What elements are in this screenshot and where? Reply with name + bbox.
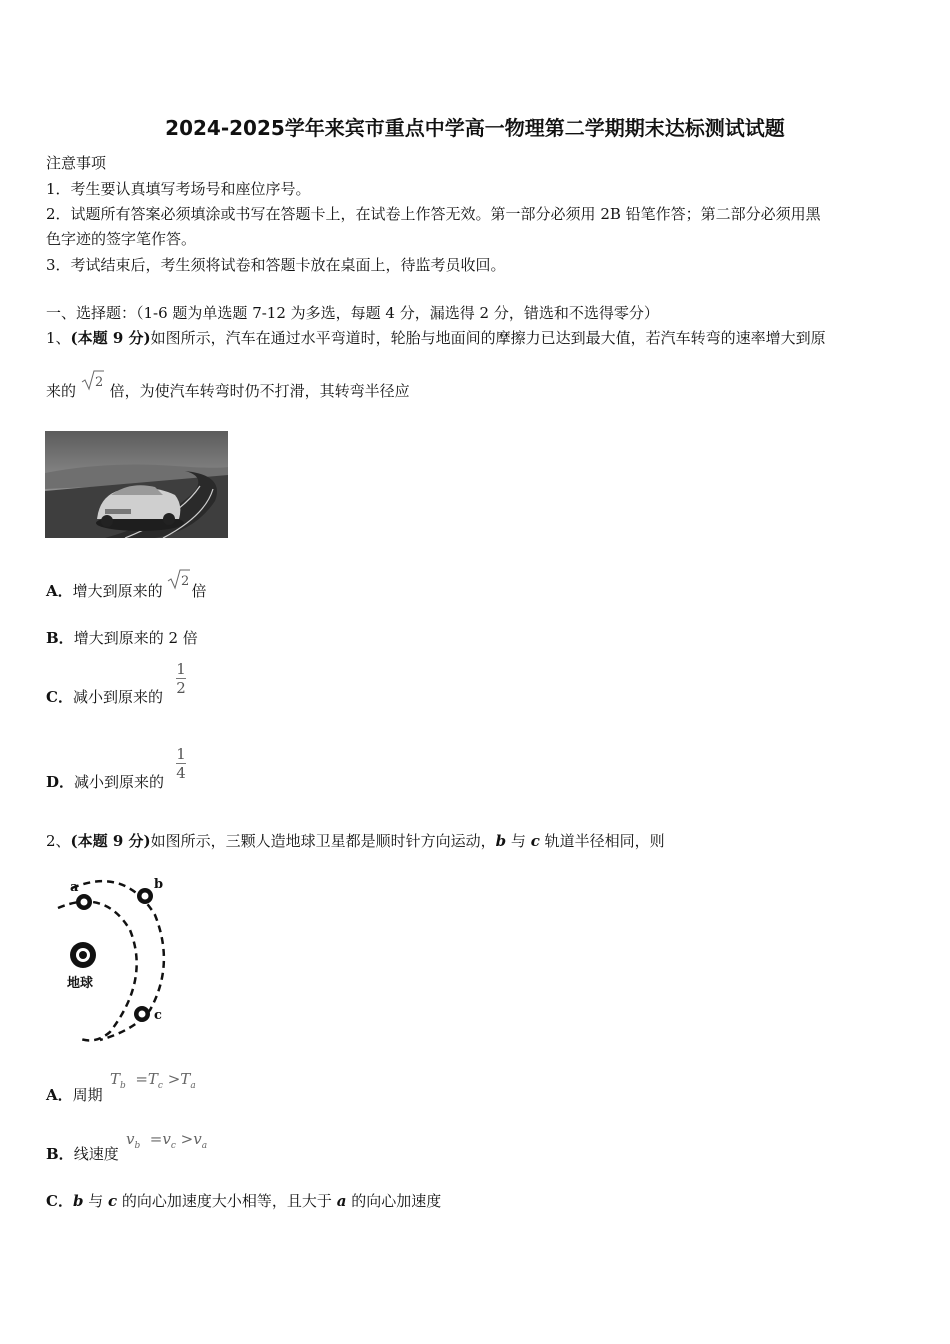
option-label: B．: [46, 629, 74, 647]
var-b: b: [72, 1192, 84, 1210]
earth-icon: [70, 942, 96, 968]
car-curve-image: [45, 431, 228, 538]
option-label: C．: [46, 688, 73, 706]
svg-text:2: 2: [181, 574, 190, 589]
notice-item-2-cont: 色字迹的签字笔作答。: [46, 230, 197, 248]
option-c[interactable]: [46, 686, 163, 707]
satellite-b-icon: [137, 888, 153, 904]
notice-item-1: 1．考生要认真填写考场号和座位序号。: [46, 180, 311, 198]
var-c: c: [108, 1192, 118, 1210]
question-score: (本题 9 分): [70, 329, 151, 347]
option-b[interactable]: [46, 1143, 119, 1164]
question-text: 与: [506, 832, 531, 850]
label-a: a: [70, 880, 79, 895]
option-text: 与: [83, 1192, 108, 1210]
question-number: 2、: [46, 832, 71, 850]
option-text: 增大到原来的 2 倍: [73, 629, 198, 647]
notice-item-2: 2．试题所有答案必须填涂或书写在答题卡上，在试卷上作答无效。第一部分必须用 2B 铅笔作答；第二部分必须用黑: [46, 205, 821, 223]
satellite-a-icon: [76, 894, 92, 910]
question-1-line-1: [46, 327, 826, 348]
notice-heading: 注意事项: [46, 154, 107, 172]
question-text: 轨道半径相同，则: [539, 832, 665, 850]
option-text: 周期: [72, 1086, 103, 1104]
option-d[interactable]: [46, 771, 164, 792]
option-a[interactable]: [46, 574, 207, 601]
fraction-numerator: 1: [176, 745, 186, 763]
period-relation: $T_b =T_c >T_a$: [110, 1070, 196, 1091]
option-a[interactable]: [46, 1084, 103, 1105]
question-number: 1、: [46, 329, 71, 347]
question-text: 如图所示，汽车在通过水平弯道时，轮胎与地面间的摩擦力已达到最大值，若汽车转弯的速率增大到原: [150, 329, 826, 347]
velocity-relation: $v_b =v_c >v_a$: [126, 1130, 208, 1151]
sqrt-2: [81, 369, 105, 391]
option-label: C．: [46, 1192, 73, 1210]
option-text: 的向心加速度大小相等，且大于: [117, 1192, 337, 1210]
option-text: 减小到原来的: [74, 773, 165, 791]
option-text: 线速度: [73, 1145, 119, 1163]
question-2-line-1: [46, 830, 665, 851]
option-text: 减小到原来的: [72, 688, 163, 706]
question-1-line-2: [46, 375, 410, 403]
fraction-one-quarter: [176, 745, 186, 782]
fraction-denominator: 2: [176, 679, 186, 697]
fraction-denominator: 4: [176, 764, 186, 782]
inner-orbit: [58, 902, 137, 1041]
fraction-one-half: [176, 660, 186, 697]
page-title: 2024-2025学年来宾市重点中学高一物理第二学期期末达标测试试题: [165, 116, 785, 140]
option-c[interactable]: [46, 1190, 441, 1211]
sqrt-symbol-icon: [167, 568, 191, 590]
section-heading: 一、选择题：（1-6 题为单选题 7-12 为多选，每题 4 分，漏选得 2 分，错选和不选得零分）: [46, 304, 659, 322]
option-label: A．: [46, 582, 73, 600]
satellite-orbit-diagram: [50, 870, 180, 1045]
notice-item-3: 3．考试结束后，考生须将试卷和答题卡放在桌面上，待监考员收回。: [46, 256, 506, 274]
option-label: D．: [46, 773, 75, 791]
earth-label: 地球: [67, 976, 94, 991]
question-score: (本题 9 分): [70, 832, 151, 850]
option-text: 的向心加速度: [346, 1192, 442, 1210]
label-c: c: [154, 1008, 162, 1023]
label-b: b: [154, 877, 164, 892]
option-text: 增大到原来的: [72, 582, 163, 600]
option-text-post: 倍: [191, 582, 207, 600]
svg-text:2: 2: [94, 375, 104, 390]
option-label: A．: [46, 1086, 73, 1104]
question-text-pre: 来的: [46, 382, 77, 400]
var-a: a: [336, 1192, 347, 1210]
question-text: 如图所示，三颗人造地球卫星都是顺时针方向运动，: [150, 832, 496, 850]
sqrt-symbol-icon: [81, 369, 105, 391]
question-text-post: 倍，为使汽车转弯时仍不打滑，其转弯半径应: [109, 382, 410, 400]
fraction-numerator: 1: [176, 660, 186, 678]
var-b: b: [495, 832, 507, 850]
var-c: c: [530, 832, 540, 850]
satellite-c-icon: [134, 1006, 150, 1022]
option-label: B．: [46, 1145, 74, 1163]
option-b[interactable]: [46, 627, 198, 648]
